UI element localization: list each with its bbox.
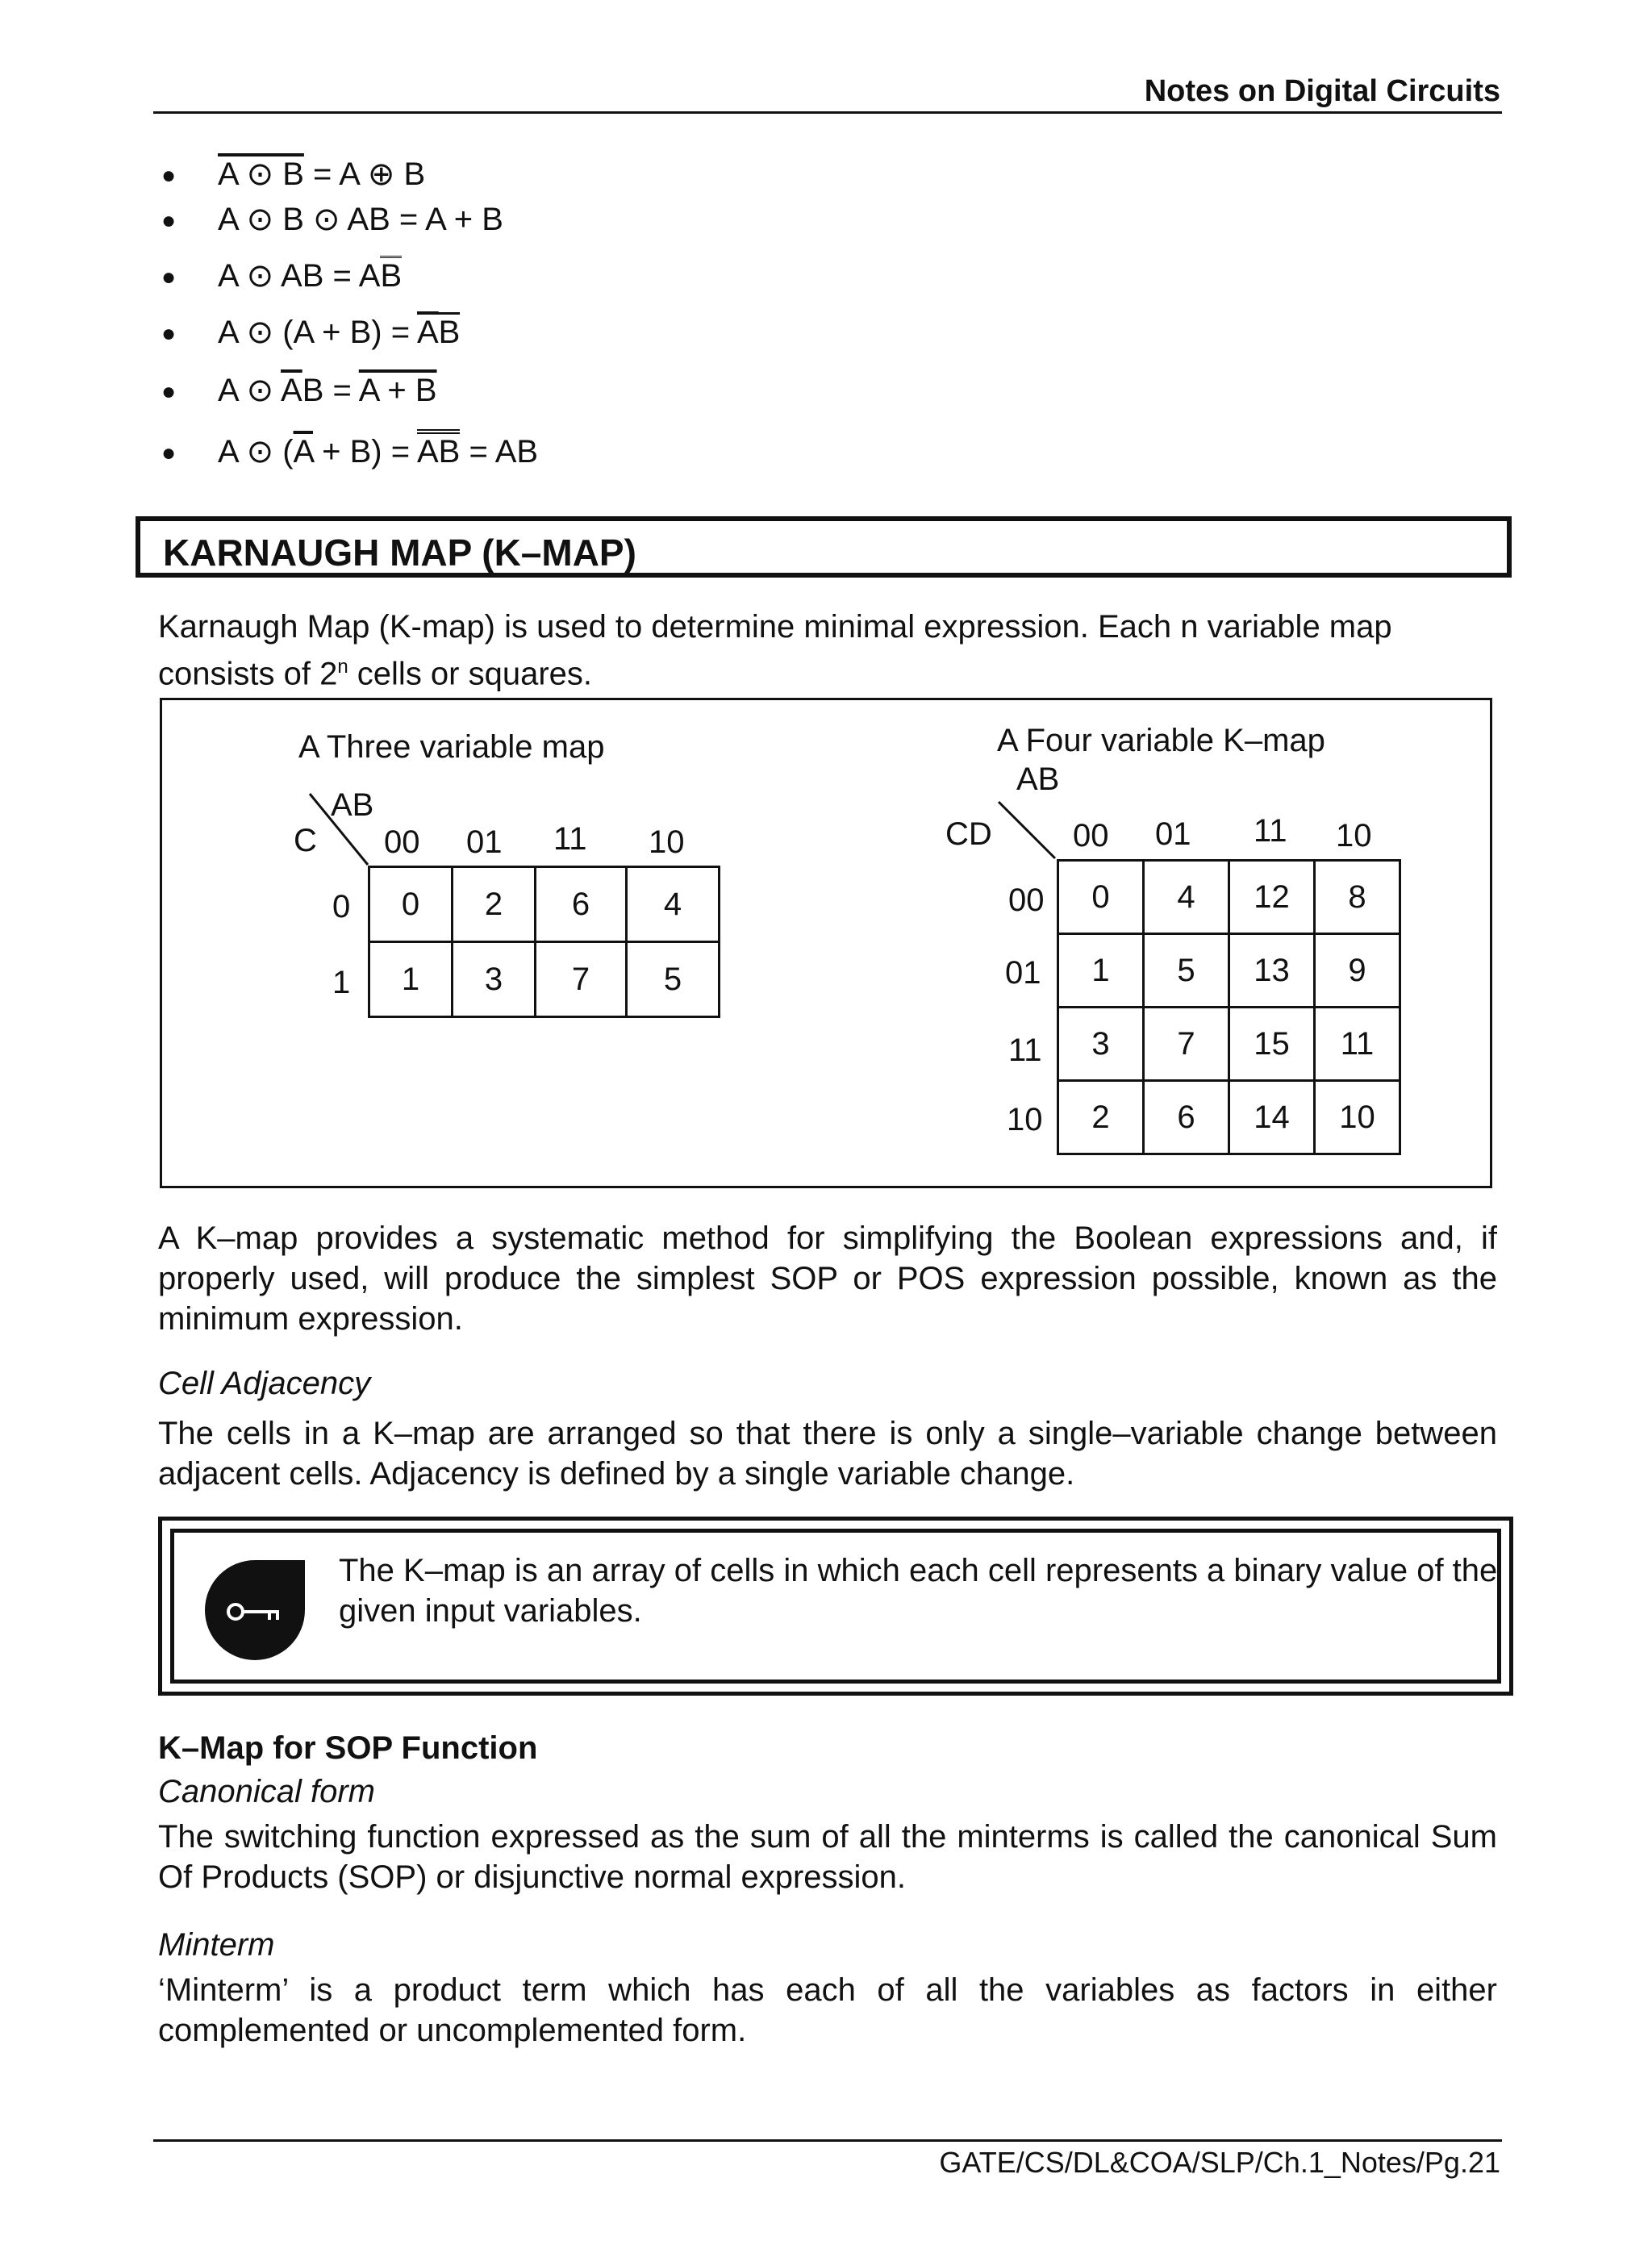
- canonical-heading: Canonical form: [158, 1774, 376, 1809]
- identity-5-pre: A ⊙: [218, 373, 282, 408]
- canonical-text: The switching function expressed as the sum of all the minterms is called the canonical Sum Of Products (SOP) or disjunctive normal expression.: [158, 1819, 1497, 1895]
- identity-3: [161, 257, 402, 297]
- header-rule: [153, 111, 1502, 114]
- kmap3-col-header: 00: [384, 824, 420, 860]
- bullet: ●: [161, 440, 177, 467]
- kmap4-cell: 6: [1144, 1081, 1229, 1154]
- kmap4-row: [1058, 1008, 1400, 1081]
- kmap4-cell: 2: [1058, 1081, 1144, 1154]
- identity-4-rhs-bar: $\overline{A}$: [416, 315, 439, 350]
- kmap4-row-header: 01: [1005, 955, 1041, 991]
- bullet: ●: [161, 207, 177, 235]
- bullet: ●: [161, 264, 177, 291]
- identity-3-rhs-bar: B: [380, 256, 402, 294]
- kmap4-row-header: 11: [1008, 1033, 1042, 1068]
- key-note-text: The K–map is an array of cells in which each cell represents a binary value of the given input variables.: [339, 1553, 1498, 1629]
- key-icon: [202, 1557, 308, 1663]
- page-footer: GATE/CS/DL&COA/SLP/Ch.1_Notes/Pg.21: [939, 2146, 1500, 2179]
- identity-1-lhs: A ⊙ B: [218, 156, 304, 192]
- kmap4-col-var: AB: [1016, 762, 1060, 797]
- identity-5-bar1: $\overline{A}$: [281, 373, 302, 408]
- kmap4-col-header: 11: [1254, 813, 1287, 849]
- kmap4-cell: 0: [1058, 861, 1144, 934]
- kmap3-col-var: AB: [331, 787, 374, 823]
- kmap4-diagonal: [995, 799, 1060, 863]
- kmap3-cell: 3: [453, 942, 536, 1017]
- identity-5: [161, 371, 437, 411]
- identity-5-bar2: A + B: [358, 373, 437, 408]
- kmap3-grid: [368, 866, 720, 1018]
- kmap3-cell: 7: [536, 942, 627, 1017]
- kmap4-col-header: 01: [1155, 816, 1191, 852]
- identity-6-pre: A ⊙ (: [218, 434, 294, 469]
- kmap4-grid: [1057, 859, 1401, 1155]
- kmap4-row: [1058, 861, 1400, 934]
- intro-line-2a: consists of 2: [158, 656, 338, 692]
- kmap4-cell: 3: [1058, 1008, 1144, 1081]
- identity-6: [161, 432, 538, 473]
- kmap4-col-header: 10: [1336, 818, 1372, 853]
- kmap4-row-header: 10: [1007, 1102, 1043, 1137]
- identity-6-bar2: AB: [417, 429, 460, 469]
- intro-line-2b: cells or squares.: [348, 656, 593, 692]
- kmap3-row: [369, 942, 720, 1017]
- footer-rule: [153, 2139, 1502, 2142]
- intro-superscript: n: [337, 656, 348, 678]
- kmap3-title: A Three variable map: [298, 729, 605, 765]
- kmap-description: A K–map provides a systematic method for simplifying the Boolean expressions and, if properly used, will produce the simplest SOP or POS expression possible, known as the minimum expression.: [158, 1221, 1497, 1337]
- kmap4-cell: 14: [1229, 1081, 1315, 1154]
- kmap3-row: [369, 867, 720, 942]
- kmap3-col-header: 10: [649, 824, 685, 860]
- kmap3-col-header: 11: [553, 821, 587, 857]
- kmap3-row-var: C: [294, 823, 317, 858]
- kmap3-cell: 1: [369, 942, 453, 1017]
- kmap4-title: A Four variable K–map: [997, 723, 1325, 758]
- kmap4-cell: 13: [1229, 934, 1315, 1008]
- kmap4-cell: 9: [1315, 934, 1400, 1008]
- kmap4-cell: 4: [1144, 861, 1229, 934]
- kmap4-cell: 1: [1058, 934, 1144, 1008]
- kmap4-cell: 12: [1229, 861, 1315, 934]
- kmap3-row-header: 0: [332, 889, 351, 924]
- minterm-text: ‘Minterm’ is a product term which has each of all the variables as factors in either complemented or uncomplemented form.: [158, 1972, 1497, 2048]
- kmap3-cell: 4: [627, 867, 720, 942]
- identity-5-mid: B =: [302, 373, 359, 408]
- cell-adjacency-text: The cells in a K–map are arranged so that there is only a single–variable change between adjacent cells. Adjacency is defined by a single variable change.: [158, 1416, 1497, 1492]
- identity-3-lhs: A ⊙ AB = A: [218, 258, 381, 294]
- identity-4-lhs: A ⊙ (A + B) =: [218, 315, 417, 350]
- kmap4-col-header: 00: [1073, 818, 1109, 853]
- cell-adjacency-heading: Cell Adjacency: [158, 1366, 371, 1401]
- identity-1-rhs: = A ⊕ B: [313, 156, 426, 192]
- identity-1: [161, 155, 425, 195]
- kmap4-cell: 5: [1144, 934, 1229, 1008]
- kmap4-cell: 11: [1315, 1008, 1400, 1081]
- running-header: Notes on Digital Circuits: [1144, 74, 1500, 108]
- identity-4-rhs-tail: B: [438, 315, 461, 350]
- kmap4-cell: 7: [1144, 1008, 1229, 1081]
- kmap4-row: [1058, 934, 1400, 1008]
- kmap3-col-header: 01: [466, 824, 503, 860]
- kmap4-cell: 15: [1229, 1008, 1315, 1081]
- section-heading-box: [136, 516, 1512, 578]
- kmap4-row-header: 00: [1008, 883, 1045, 918]
- kmap3-row-header: 1: [332, 965, 351, 1000]
- intro-paragraph: [158, 607, 1497, 694]
- identity-6-mid: + B) =: [313, 434, 417, 469]
- identity-6-tail: = AB: [460, 434, 539, 469]
- kmap3-cell: 2: [453, 867, 536, 942]
- identity-6-bar1: $\overline{A}$: [293, 434, 314, 469]
- identity-2-text: A ⊙ B ⊙ AB = A + B: [218, 202, 503, 237]
- kmap3-cell: 0: [369, 867, 453, 942]
- bullet: ●: [161, 320, 177, 348]
- kmap4-cell: 8: [1315, 861, 1400, 934]
- kmap4-row: [1058, 1081, 1400, 1154]
- kmap4-cell: 10: [1315, 1081, 1400, 1154]
- kmap3-diagonal: [307, 791, 371, 868]
- kmap3-cell: 6: [536, 867, 627, 942]
- sop-heading: K–Map for SOP Function: [158, 1730, 538, 1766]
- kmap3-cell: 5: [627, 942, 720, 1017]
- identity-4: [161, 313, 460, 353]
- intro-line-1: Karnaugh Map (K-map) is used to determine minimal expression. Each n variable map: [158, 609, 1392, 645]
- bullet: ●: [161, 162, 177, 190]
- identity-2: [161, 200, 503, 240]
- kmap4-row-var: CD: [945, 816, 992, 852]
- bullet: ●: [161, 378, 177, 406]
- section-title: KARNAUGH MAP (K–MAP): [163, 532, 636, 574]
- minterm-heading: Minterm: [158, 1927, 275, 1963]
